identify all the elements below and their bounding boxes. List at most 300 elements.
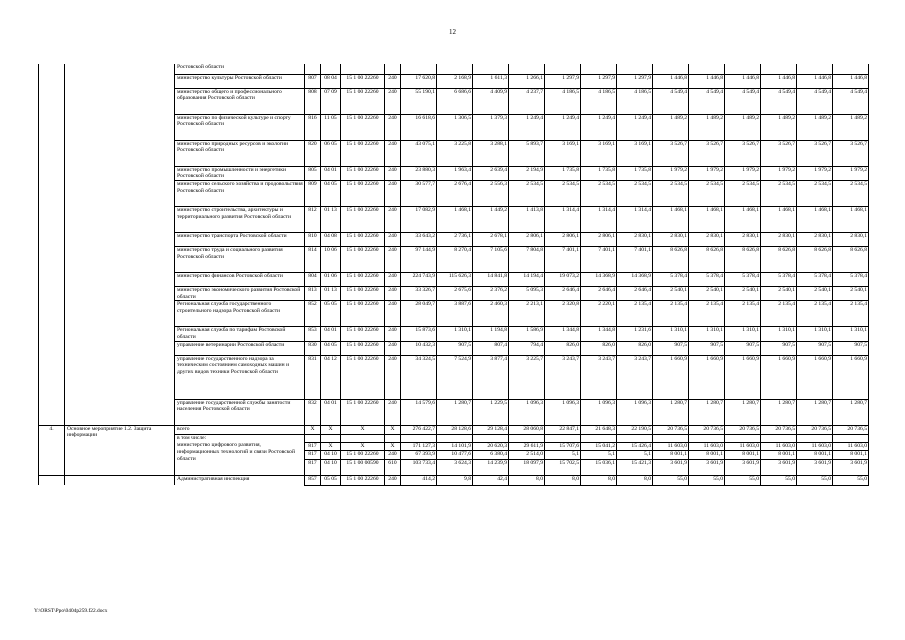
value-total: 30 577,7 bbox=[401, 180, 437, 206]
value-year: 3 169,1 bbox=[581, 140, 617, 166]
value-year: 1 096,3 bbox=[509, 399, 545, 425]
expense-type-code: 240 bbox=[385, 206, 401, 232]
value-year: 1 468,1 bbox=[725, 206, 761, 232]
target-article-code: 15 1 00 22260 bbox=[341, 341, 385, 355]
value-year: 1 280,7 bbox=[797, 399, 833, 425]
value-year: 1 280,7 bbox=[437, 399, 473, 425]
empty-cell bbox=[833, 64, 869, 74]
value-year: 14 841,8 bbox=[473, 272, 509, 286]
section-code: 04 08 bbox=[321, 232, 341, 246]
empty-cell bbox=[437, 64, 473, 74]
section-code: 10 06 bbox=[321, 246, 341, 272]
value-year: 1 735,8 bbox=[581, 166, 617, 180]
value-year: 1 979,2 bbox=[653, 166, 689, 180]
empty-cell bbox=[385, 64, 401, 74]
value-year: 7 804,8 bbox=[509, 246, 545, 272]
value-year: 1 310,1 bbox=[689, 327, 725, 341]
grbs-code: 830 bbox=[305, 341, 321, 355]
target-article-code: 15 1 00 22260 bbox=[341, 114, 385, 140]
empty-cell bbox=[761, 64, 797, 74]
value-year: 1 468,1 bbox=[797, 206, 833, 232]
expense-type-code: 240 bbox=[385, 399, 401, 425]
value-year: 1 979,2 bbox=[689, 166, 725, 180]
executor-name: Административная инспекция bbox=[175, 475, 305, 485]
value-year: 2 736,1 bbox=[437, 232, 473, 246]
event-title: Основное мероприятие 1.2. Защита информации bbox=[65, 425, 175, 475]
value-year: 2 135,4 bbox=[833, 301, 869, 327]
expense-type-code: 240 bbox=[385, 114, 401, 140]
value-year: 20 736,5 bbox=[653, 425, 689, 434]
value-year: 28 128,6 bbox=[437, 425, 473, 434]
value-year: 3 601,9 bbox=[833, 459, 869, 475]
value-year: 20 736,5 bbox=[761, 425, 797, 434]
value-year: 1 468,1 bbox=[437, 206, 473, 232]
grbs-code: 831 bbox=[305, 355, 321, 399]
expense-type-code: 240 bbox=[385, 88, 401, 114]
value-year: 4 186,5 bbox=[545, 88, 581, 114]
value-year: 7 401,1 bbox=[581, 246, 617, 272]
value-year: 18 097,9 bbox=[509, 459, 545, 475]
value-year: 1 297,9 bbox=[545, 74, 581, 88]
executor-name: управление государственного надзора за техническим состоянием самоходных машин и других видов техники Ростовской области bbox=[175, 355, 305, 399]
value-year: 29 611,9 bbox=[509, 442, 545, 450]
empty-cell bbox=[833, 434, 869, 442]
value-year: 14 101,9 bbox=[437, 442, 473, 450]
value-year: 5 095,3 bbox=[509, 286, 545, 300]
target-article-code: 15 1 00 22260 bbox=[341, 74, 385, 88]
value-year: 794,4 bbox=[509, 341, 545, 355]
value-year: 3 601,9 bbox=[653, 459, 689, 475]
executor-name: Ростовской области bbox=[175, 64, 305, 74]
value-year: 2 213,1 bbox=[509, 301, 545, 327]
value-year: 55,0 bbox=[833, 475, 869, 485]
target-article-code: 15 1 00 22260 bbox=[341, 355, 385, 399]
section-code: 05 05 bbox=[321, 475, 341, 485]
section-code: 04 01 bbox=[321, 327, 341, 341]
value-year: 1 297,9 bbox=[581, 74, 617, 88]
value-total: 171 127,3 bbox=[401, 442, 437, 450]
value-year: 5,1 bbox=[581, 450, 617, 459]
value-total: 67 393,9 bbox=[401, 450, 437, 459]
value-total: 16 618,6 bbox=[401, 114, 437, 140]
value-year: 1 446,8 bbox=[833, 74, 869, 88]
value-total: 97 144,9 bbox=[401, 246, 437, 272]
value-year: 15 041,2 bbox=[581, 442, 617, 450]
empty-cell bbox=[689, 64, 725, 74]
empty-cell bbox=[65, 475, 175, 485]
empty-cell bbox=[341, 64, 385, 74]
value-total: 43 075,1 bbox=[401, 140, 437, 166]
value-year: 1 660,9 bbox=[797, 355, 833, 399]
value-year: 1 314,4 bbox=[617, 206, 653, 232]
value-year: 4 549,4 bbox=[761, 88, 797, 114]
expense-type-code: X bbox=[385, 425, 401, 434]
grbs-code: 817 bbox=[305, 459, 321, 475]
grbs-code: 817 bbox=[305, 442, 321, 450]
value-year: 907,5 bbox=[725, 341, 761, 355]
value-total: 55 190,1 bbox=[401, 88, 437, 114]
value-year: 19 073,2 bbox=[545, 272, 581, 286]
value-year: 2 135,4 bbox=[689, 301, 725, 327]
value-year: 1 249,4 bbox=[581, 114, 617, 140]
value-year: 1 446,8 bbox=[797, 74, 833, 88]
value-year: 1 096,3 bbox=[581, 399, 617, 425]
value-year: 1 310,1 bbox=[437, 327, 473, 341]
value-year: 3 601,9 bbox=[725, 459, 761, 475]
value-year: 11 603,0 bbox=[797, 442, 833, 450]
value-year: 8 626,8 bbox=[689, 246, 725, 272]
value-year: 2 540,1 bbox=[689, 286, 725, 300]
section-code: 06 05 bbox=[321, 140, 341, 166]
expense-type-code: 240 bbox=[385, 246, 401, 272]
value-year: 2 806,1 bbox=[509, 232, 545, 246]
value-year: 2 639,4 bbox=[473, 166, 509, 180]
empty-cell bbox=[473, 434, 509, 442]
grbs-code: 808 bbox=[305, 88, 321, 114]
value-year: 8 001,1 bbox=[797, 450, 833, 459]
value-year: 42,4 bbox=[473, 475, 509, 485]
value-year: 2 376,2 bbox=[473, 286, 509, 300]
value-year: 8,0 bbox=[545, 475, 581, 485]
value-year: 5 378,4 bbox=[725, 272, 761, 286]
target-article-code: 15 1 00 22260 bbox=[341, 88, 385, 114]
value-year: 4 186,5 bbox=[581, 88, 617, 114]
value-year: 3 288,1 bbox=[473, 140, 509, 166]
value-year: 3 169,1 bbox=[617, 140, 653, 166]
value-year: 20 736,5 bbox=[797, 425, 833, 434]
target-article-code: 15 1 00 22260 bbox=[341, 246, 385, 272]
value-year: 2 540,1 bbox=[653, 286, 689, 300]
value-year: 14 239,9 bbox=[473, 459, 509, 475]
value-year: 2 135,4 bbox=[725, 301, 761, 327]
value-year: 5 378,4 bbox=[833, 272, 869, 286]
value-year: 1 280,7 bbox=[761, 399, 797, 425]
value-year: 1 249,4 bbox=[545, 114, 581, 140]
value-year: 2 830,1 bbox=[653, 232, 689, 246]
value-year: 1 660,9 bbox=[653, 355, 689, 399]
value-year: 1 446,8 bbox=[689, 74, 725, 88]
empty-cell bbox=[581, 434, 617, 442]
value-year: 10 477,6 bbox=[437, 450, 473, 459]
empty-cell bbox=[653, 64, 689, 74]
value-year: 1 735,8 bbox=[545, 166, 581, 180]
value-year: 1 096,3 bbox=[617, 399, 653, 425]
value-year: 5 378,4 bbox=[653, 272, 689, 286]
value-year: 22 190,5 bbox=[617, 425, 653, 434]
executor-name: всего bbox=[175, 425, 305, 434]
value-total: 224 743,9 bbox=[401, 272, 437, 286]
grbs-code: X bbox=[305, 425, 321, 434]
value-year: 1 468,1 bbox=[653, 206, 689, 232]
value-year: 55,0 bbox=[797, 475, 833, 485]
value-year: 1 096,3 bbox=[545, 399, 581, 425]
value-year: 1 231,6 bbox=[617, 327, 653, 341]
value-year: 55,0 bbox=[761, 475, 797, 485]
value-year: 1 194,8 bbox=[473, 327, 509, 341]
value-year: 2 534,5 bbox=[545, 180, 581, 206]
grbs-code: 813 bbox=[305, 286, 321, 300]
value-year: 1 344,8 bbox=[545, 327, 581, 341]
value-year: 2 678,1 bbox=[473, 232, 509, 246]
empty-cell bbox=[341, 434, 385, 442]
value-year: 3 225,8 bbox=[437, 140, 473, 166]
value-year: 7 401,1 bbox=[545, 246, 581, 272]
empty-cell bbox=[653, 434, 689, 442]
value-year: 2 830,1 bbox=[833, 232, 869, 246]
value-year: 3 225,7 bbox=[509, 355, 545, 399]
value-year: 3 877,4 bbox=[473, 355, 509, 399]
grbs-code: 852 bbox=[305, 301, 321, 327]
value-year: 5 378,4 bbox=[797, 272, 833, 286]
executor-name: министерство по физической культуре и спорту Ростовской области bbox=[175, 114, 305, 140]
value-year: 1 468,1 bbox=[833, 206, 869, 232]
value-year: 826,0 bbox=[617, 341, 653, 355]
value-year: 2 135,4 bbox=[617, 301, 653, 327]
empty-cell bbox=[617, 434, 653, 442]
value-year: 8 626,8 bbox=[725, 246, 761, 272]
value-year: 7 401,1 bbox=[617, 246, 653, 272]
value-year: 2 675,6 bbox=[437, 286, 473, 300]
value-year: 1 489,2 bbox=[761, 114, 797, 140]
value-year: 2 534,5 bbox=[581, 180, 617, 206]
expense-type-code: 240 bbox=[385, 450, 401, 459]
value-year: 28 060,8 bbox=[509, 425, 545, 434]
value-year: 1 310,1 bbox=[761, 327, 797, 341]
footer-file-path: Y:\ORST\Ppo\0404p259.f22.docx bbox=[34, 608, 108, 614]
value-year: 907,5 bbox=[689, 341, 725, 355]
value-year: 1 344,8 bbox=[581, 327, 617, 341]
section-code: 05 05 bbox=[321, 301, 341, 327]
empty-cell bbox=[321, 434, 341, 442]
value-year: 1 979,2 bbox=[725, 166, 761, 180]
value-total: 33 326,7 bbox=[401, 286, 437, 300]
empty-cell bbox=[797, 64, 833, 74]
value-year: 55,0 bbox=[725, 475, 761, 485]
value-year: 29 128,4 bbox=[473, 425, 509, 434]
value-year: 8 626,8 bbox=[797, 246, 833, 272]
value-year: 2 534,5 bbox=[833, 180, 869, 206]
value-year: 3 526,7 bbox=[653, 140, 689, 166]
value-year: 2 646,4 bbox=[617, 286, 653, 300]
value-year: 2 135,4 bbox=[761, 301, 797, 327]
value-year: 4 549,4 bbox=[725, 88, 761, 114]
value-year: 55,0 bbox=[689, 475, 725, 485]
expense-type-code: 240 bbox=[385, 180, 401, 206]
value-year: 8 001,1 bbox=[725, 450, 761, 459]
value-year: 2 806,1 bbox=[545, 232, 581, 246]
grbs-code: 809 bbox=[305, 180, 321, 206]
executor-name: министерство экономического развития Ростовской области bbox=[175, 286, 305, 300]
empty-cell bbox=[689, 434, 725, 442]
value-total: 276 422,7 bbox=[401, 425, 437, 434]
executor-name: управление ветеринарии Ростовской области bbox=[175, 341, 305, 355]
empty-cell bbox=[401, 434, 437, 442]
executor-name: Региональная служба государственного строительного надзора Ростовской области bbox=[175, 301, 305, 327]
target-article-code: 15 1 00 22260 bbox=[341, 286, 385, 300]
section-code: 04 10 bbox=[321, 450, 341, 459]
grbs-code: 814 bbox=[305, 246, 321, 272]
value-year: 1 306,5 bbox=[437, 114, 473, 140]
value-year: 807,4 bbox=[473, 341, 509, 355]
value-year: 1 413,8 bbox=[509, 206, 545, 232]
value-year: 3 624,3 bbox=[437, 459, 473, 475]
event-name-cell bbox=[65, 64, 175, 425]
value-year: 1 489,2 bbox=[689, 114, 725, 140]
value-year: 2 540,1 bbox=[833, 286, 869, 300]
value-year: 1 297,9 bbox=[617, 74, 653, 88]
value-year: 2 646,4 bbox=[545, 286, 581, 300]
value-year: 2 534,5 bbox=[653, 180, 689, 206]
value-year: 1 280,7 bbox=[653, 399, 689, 425]
value-year: 1 266,1 bbox=[509, 74, 545, 88]
value-year: 2 830,1 bbox=[725, 232, 761, 246]
target-article-code: 15 1 00 22260 bbox=[341, 450, 385, 459]
section-code: 01 13 bbox=[321, 206, 341, 232]
executor-name: министерство труда и социального развития Ростовской области bbox=[175, 246, 305, 272]
value-year: 1 280,7 bbox=[833, 399, 869, 425]
value-year: 14 368,9 bbox=[581, 272, 617, 286]
value-year: 4 549,4 bbox=[797, 88, 833, 114]
value-year: 1 489,2 bbox=[797, 114, 833, 140]
value-year: 2 534,5 bbox=[725, 180, 761, 206]
target-article-code: 15 1 00 22260 bbox=[341, 232, 385, 246]
section-code: 07 09 bbox=[321, 88, 341, 114]
value-year: 3 601,9 bbox=[761, 459, 797, 475]
empty-cell bbox=[305, 64, 321, 74]
value-year: 6 380,4 bbox=[473, 450, 509, 459]
executor-name: министерство финансов Ростовской области bbox=[175, 272, 305, 286]
section-code: 04 01 bbox=[321, 166, 341, 180]
value-year: 1 979,2 bbox=[761, 166, 797, 180]
value-year: 2 830,1 bbox=[689, 232, 725, 246]
empty-cell bbox=[473, 64, 509, 74]
grbs-code: 832 bbox=[305, 399, 321, 425]
executor-name: министерство сельского хозяйства и продовольствия Ростовской области bbox=[175, 180, 305, 206]
empty-cell bbox=[437, 434, 473, 442]
expense-type-code: 240 bbox=[385, 232, 401, 246]
value-year: 2 194,9 bbox=[509, 166, 545, 180]
value-year: 2 135,4 bbox=[653, 301, 689, 327]
value-year: 3 526,7 bbox=[833, 140, 869, 166]
value-year: 1 310,1 bbox=[797, 327, 833, 341]
budget-table bbox=[38, 64, 869, 486]
target-article-code: 15 1 00 22260 bbox=[341, 140, 385, 166]
value-year: 1 314,4 bbox=[581, 206, 617, 232]
value-year: 1 660,9 bbox=[689, 355, 725, 399]
grbs-code: 853 bbox=[305, 327, 321, 341]
expense-type-code: 240 bbox=[385, 286, 401, 300]
value-year: 4 549,4 bbox=[833, 88, 869, 114]
value-year: 2 556,3 bbox=[473, 180, 509, 206]
grbs-code: 816 bbox=[305, 114, 321, 140]
value-year: 907,5 bbox=[833, 341, 869, 355]
empty-cell bbox=[401, 64, 437, 74]
value-year: 3 243,7 bbox=[545, 355, 581, 399]
value-year: 2 534,5 bbox=[761, 180, 797, 206]
value-total: 10 432,3 bbox=[401, 341, 437, 355]
value-year: 115 626,3 bbox=[437, 272, 473, 286]
section-code: 04 10 bbox=[321, 459, 341, 475]
value-year: 1 449,2 bbox=[473, 206, 509, 232]
value-year: 5 893,7 bbox=[509, 140, 545, 166]
value-year: 7 105,6 bbox=[473, 246, 509, 272]
page-number: 12 bbox=[449, 28, 456, 36]
value-year: 907,5 bbox=[653, 341, 689, 355]
executor-name: министерство цифрового развития, информационных технологий и связи Ростовской области bbox=[175, 442, 305, 475]
empty-cell bbox=[509, 434, 545, 442]
value-year: 1 963,4 bbox=[437, 166, 473, 180]
value-year: 11 603,0 bbox=[653, 442, 689, 450]
value-year: 2 320,8 bbox=[545, 301, 581, 327]
expense-type-code: 240 bbox=[385, 272, 401, 286]
value-year: 20 736,5 bbox=[833, 425, 869, 434]
value-year: 2 514,0 bbox=[509, 450, 545, 459]
value-year: 1 446,8 bbox=[761, 74, 797, 88]
value-year: 2 830,1 bbox=[797, 232, 833, 246]
value-year: 907,5 bbox=[797, 341, 833, 355]
value-year: 3 526,7 bbox=[761, 140, 797, 166]
value-year: 8 001,1 bbox=[761, 450, 797, 459]
value-year: 3 526,7 bbox=[725, 140, 761, 166]
value-year: 1 249,4 bbox=[509, 114, 545, 140]
value-year: 2 534,5 bbox=[617, 180, 653, 206]
section-code: 04 05 bbox=[321, 341, 341, 355]
expense-type-code: 240 bbox=[385, 327, 401, 341]
target-article-code: 15 1 00 22260 bbox=[341, 272, 385, 286]
value-year: 5 378,4 bbox=[689, 272, 725, 286]
value-year: 2 830,1 bbox=[761, 232, 797, 246]
target-article-code: 15 1 00 00590 bbox=[341, 459, 385, 475]
value-total: 15 873,6 bbox=[401, 327, 437, 341]
value-year: 1 611,3 bbox=[473, 74, 509, 88]
value-year: 4 186,5 bbox=[617, 88, 653, 114]
empty-cell bbox=[509, 64, 545, 74]
value-year: 1 489,2 bbox=[833, 114, 869, 140]
empty-cell bbox=[797, 434, 833, 442]
value-year: 1 468,1 bbox=[689, 206, 725, 232]
value-year: 11 603,0 bbox=[761, 442, 797, 450]
empty-cell bbox=[725, 64, 761, 74]
value-year: 20 736,5 bbox=[725, 425, 761, 434]
value-year: 8 001,1 bbox=[653, 450, 689, 459]
value-year: 1 468,1 bbox=[761, 206, 797, 232]
value-year: 2 646,4 bbox=[581, 286, 617, 300]
empty-cell bbox=[39, 475, 65, 485]
value-year: 1 489,2 bbox=[725, 114, 761, 140]
table-row bbox=[39, 64, 869, 74]
value-year: 1 249,4 bbox=[617, 114, 653, 140]
expense-type-code: 240 bbox=[385, 341, 401, 355]
value-year: 11 603,0 bbox=[689, 442, 725, 450]
value-year: 9,8 bbox=[437, 475, 473, 485]
executor-name: в том числе: bbox=[175, 434, 305, 442]
value-year: 2 540,1 bbox=[725, 286, 761, 300]
expense-type-code: 240 bbox=[385, 140, 401, 166]
target-article-code: 15 1 00 22260 bbox=[341, 475, 385, 485]
value-year: 2 534,5 bbox=[689, 180, 725, 206]
empty-cell bbox=[545, 64, 581, 74]
grbs-code: 857 bbox=[305, 475, 321, 485]
value-year: 3 887,6 bbox=[437, 301, 473, 327]
section-code: 11 05 bbox=[321, 114, 341, 140]
value-year: 1 660,9 bbox=[725, 355, 761, 399]
target-article-code: 15 1 00 22260 bbox=[341, 301, 385, 327]
value-year: 2 534,5 bbox=[509, 180, 545, 206]
value-year: 8 270,4 bbox=[437, 246, 473, 272]
section-code: 08 04 bbox=[321, 74, 341, 88]
value-year: 55,0 bbox=[653, 475, 689, 485]
value-year: 5,1 bbox=[617, 450, 653, 459]
